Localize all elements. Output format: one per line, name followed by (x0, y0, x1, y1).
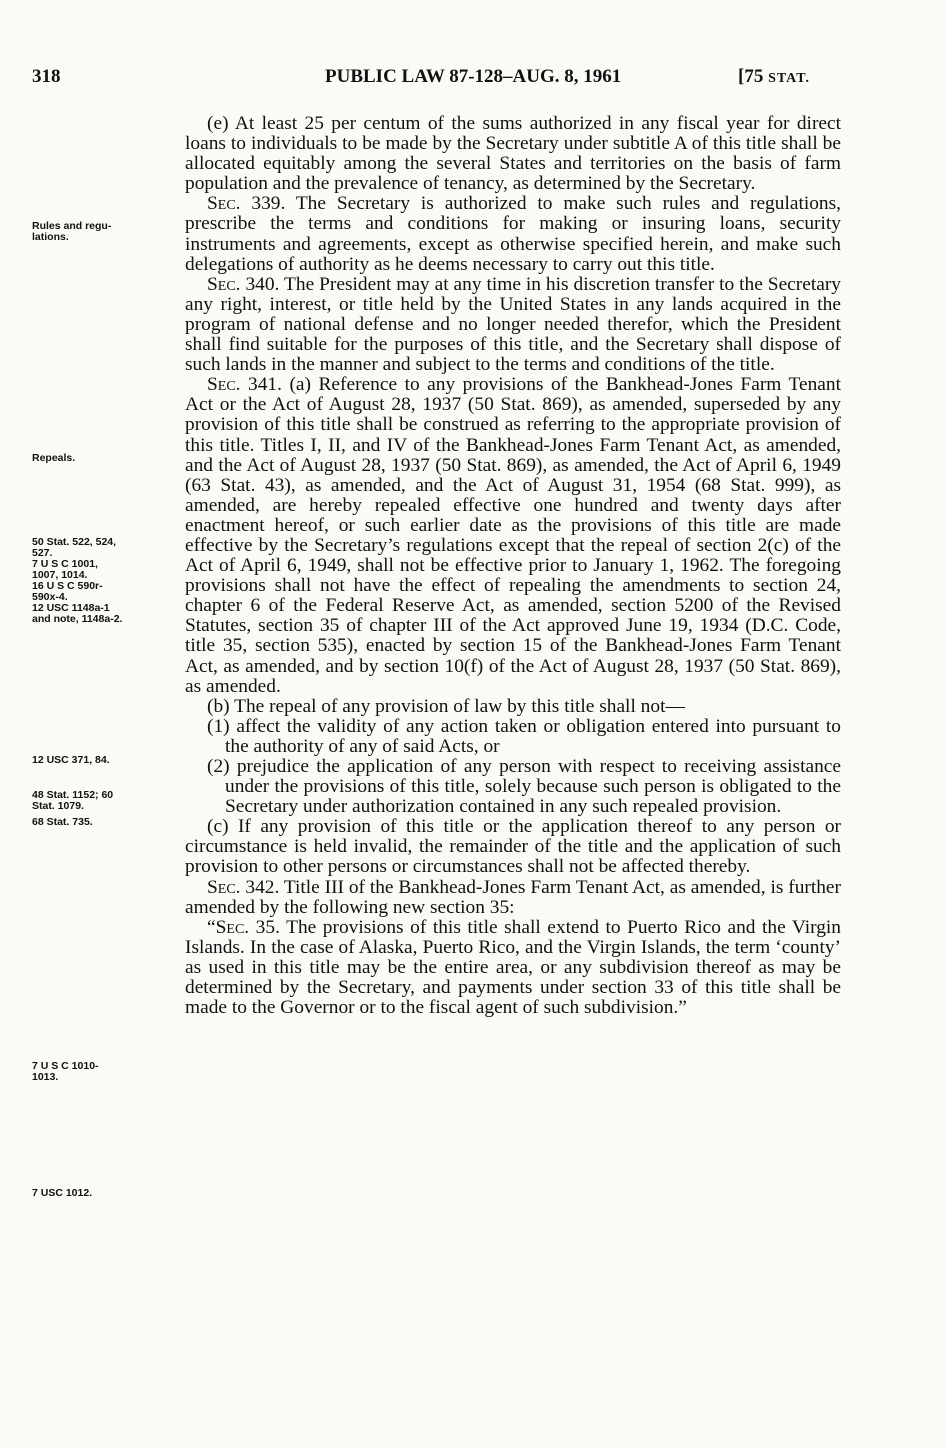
paragraph-c: (c) If any provision of this title or the application thereof to any person or circumstance is held invalid, the remainder of the title and the application of such provision to other persons or circumstances shall not be affected thereby. (185, 816, 841, 878)
margin-note-line: 50 Stat. 522, 524, (32, 536, 117, 548)
margin-note-line: Repeals. (32, 452, 76, 464)
margin-note-12-usc-371 (32, 755, 182, 766)
citation-suffix: STAT. (768, 71, 811, 86)
section-342 (185, 878, 841, 918)
section-text: The provisions of this title shall extend to Puerto Rico and the Virgin Islands. In the case of Alaska, Puerto Rico, and the Virgin Islands, the term ‘county’ as used in this title may be the entire area, or any subdivision thereof as may be determined by the Secretary, and payments under section 33 of this title shall be made to the Governor or to the fiscal agent of such subdivision.” (185, 916, 842, 1019)
margin-note-line: 590x-4. (32, 591, 68, 603)
section-text: (a) Reference to any provisions of the Bankhead-Jones Farm Tenant Act or the Act of August 28, 1937 (50 Stat. 869), as amended, superseded by any provision of this title shall be construed as referring to the appropriate provision of this title. Titles I, II, and IV of the Bankhead-Jones Farm Tenant Act, as amended, and the Act of August 28, 1937 (50 Stat. 869), as amended, the Act of April 6, 1949 (63 Stat. 43), as amended, and the Act of August 31, 1954 (68 Stat. 999), as amended, are hereby repealed effective one hundred and twenty days after enactment hereof, or such earlier date as the provisions of this title are made effective by the Secretary’s regulations except that the repeal of section 2(c) of the Act of April 6, 1949, shall not be effective prior to January 1, 1962. The foregoing provisions shall not have the effect of repealing the amendments to section 24, chapter 6 of the Federal Reserve Act, as amended, section 5200 of the Revised Statutes, section 35 of chapter III of the Act approved June 19, 1934 (D.C. Code, title 35, section 535), enacted by section 15 of the Bankhead-Jones Farm Tenant Act, as amended, and by section 10(f) of the Act of August 28, 1937 (50 Stat. 869), as amended. (185, 374, 841, 697)
margin-note-line: 1013. (32, 1071, 59, 1083)
section-label: Sec. 341. (207, 374, 282, 396)
section-label: Sec. 342. (207, 876, 280, 898)
running-head-citation (738, 66, 810, 88)
margin-note-line: Stat. 1079. (32, 800, 84, 812)
section-339 (185, 194, 841, 274)
margin-note-line: and note, 1148a-2. (32, 613, 123, 625)
section-text: The President may at any time in his discretion transfer to the Secretary any right, interest, or title held by the United States in any lands acquired in the program of national defense and no longer needed therefor, which the President shall find suitable for the purposes of this title, and the Secretary shall dispose of such lands in the manner and subject to the terms and conditions of the title. (185, 273, 841, 376)
section-label: Sec. 339. (207, 193, 286, 215)
margin-note-line: 7 U S C 1010- (32, 1060, 99, 1072)
section-label: Sec. 340. (207, 273, 280, 295)
section-text: The Secretary is authorized to make such rules and regulations, prescribe the terms and conditions for making or insuring loans, security instruments and agreements, except as otherwise specified herein, and make such delegations of authority as he deems necessary to carry out this title. (185, 193, 842, 275)
margin-note-line: 527. (32, 547, 53, 559)
paragraph-b: (b) The repeal of any provision of law by this title shall not— (207, 695, 685, 717)
section-340 (185, 275, 841, 375)
section-341 (185, 375, 841, 697)
margin-note-68-stat (32, 817, 182, 828)
margin-note-repeals (32, 453, 182, 464)
margin-note-line: 12 USC 371, 84. (32, 754, 110, 766)
margin-note-line: 68 Stat. 735. (32, 816, 93, 828)
margin-note-line: Rules and regu- (32, 220, 112, 232)
list-item: (1) affect the validity of any action taken or obligation entered into pursuant to the authority of any of said Acts, or (207, 715, 841, 757)
margin-note-7-usc-1010 (32, 1061, 182, 1083)
margin-note-line: 48 Stat. 1152; 60 (32, 789, 114, 801)
list-item: (2) prejudice the application of any person with respect to receiving assistance under the provisions of this title, solely because such person is obligated to the Secretary under authorization contained in any such repealed provision. (207, 756, 841, 818)
margin-note-line: 12 USC 1148a-1 (32, 602, 110, 614)
margin-note-line: 1007, 1014. (32, 569, 88, 581)
page-number: 318 (32, 66, 61, 87)
margin-note-stat-refs (32, 537, 182, 625)
paragraph-e: (e) At least 25 per centum of the sums authorized in any fiscal year for direct loans to individuals to be made by the Secretary under subtitle A of this title shall be allocated equitably among the several States and territories on the basis of farm population and the prevalence of tenancy, as determined by the Secretary. (185, 113, 841, 195)
citation-prefix: [75 (738, 66, 769, 87)
margin-note-line: lations. (32, 231, 69, 243)
margin-note-48-stat (32, 790, 182, 812)
section-35-quote (185, 918, 841, 1018)
running-head-title: PUBLIC LAW 87-128–AUG. 8, 1961 (325, 66, 622, 87)
open-quote: “ (207, 916, 216, 938)
margin-note-line: 7 USC 1012. (32, 1187, 93, 1199)
margin-note-line: 7 U S C 1001, (32, 558, 98, 570)
margin-note-7-usc-1012 (32, 1188, 182, 1199)
statute-body (185, 114, 841, 1018)
section-text: Title III of the Bankhead-Jones Farm Tenant Act, as amended, is further amended by the following new section 35: (185, 876, 841, 918)
margin-note-rules (32, 221, 182, 243)
margin-note-line: 16 U S C 590r- (32, 580, 103, 592)
section-label: Sec. 35. (215, 916, 280, 938)
